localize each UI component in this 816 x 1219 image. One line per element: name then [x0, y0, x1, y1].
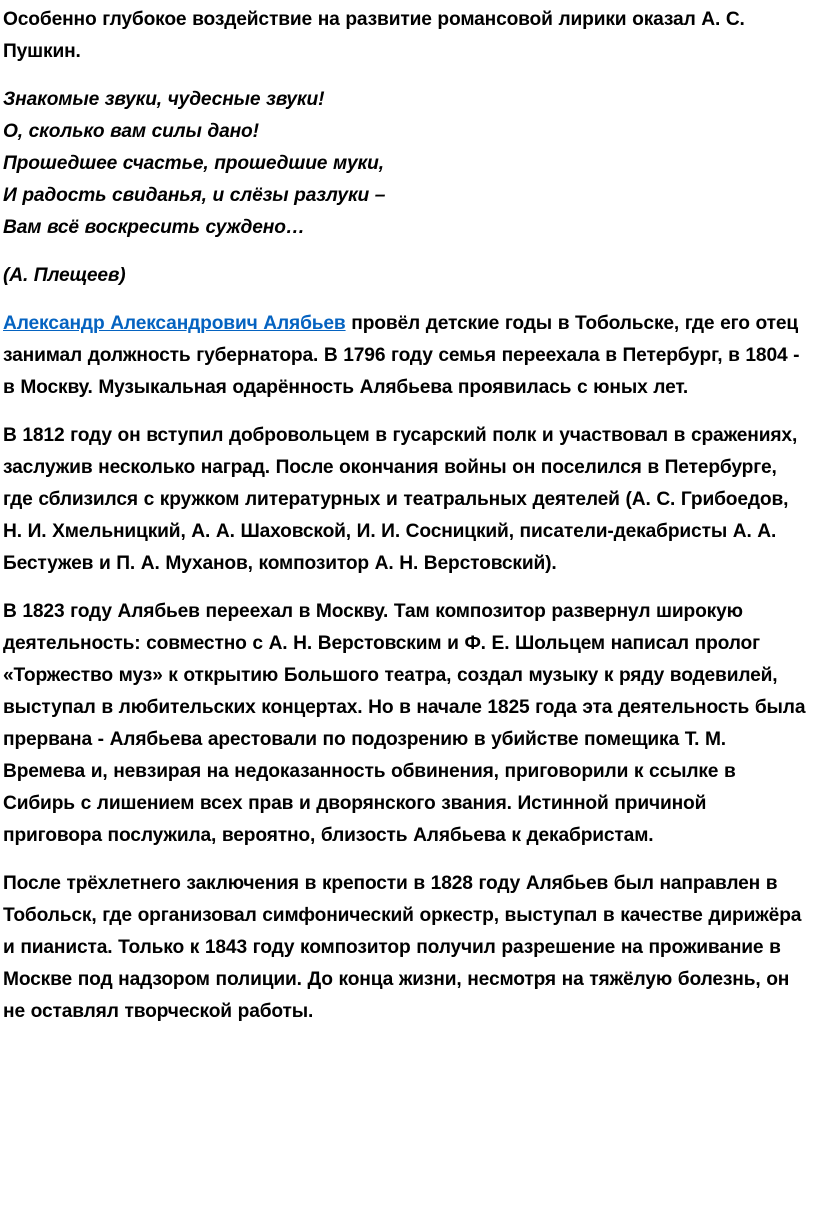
poem-line: Знакомые звуки, чудесные звуки! [3, 89, 325, 110]
biography-paragraph-4: После трёхлетнего заключения в крепости в 1828 году Алябьев был направлен в Тобольск, где организовал симфонический оркестр, выступал в качестве дирижёра и пианиста. Только к 1843 году композитор получил разрешение на проживание в Москве под надзором полиции. До конца жизни, несмотря на тяжёлую болезнь, он не оставлял творческой работы. [3, 873, 802, 1022]
biography-paragraph-2: В 1812 году он вступил добровольцем в гусарский полк и участвовал в сражениях, заслужив несколько наград. После окончания войны он поселился в Петербурге, где сблизился с кружком литературных и театральных деятелей (А. С. Грибоедов, Н. И. Хмельницкий, А. А. Шаховской, И. И. Сосницкий, писатели-декабристы А. А. Бестужев и П. А. Муханов, композитор А. Н. Верстовский). [3, 425, 798, 574]
poem-line: И радость свиданья, и слёзы разлуки – [3, 185, 386, 206]
poem-line: Прошедшее счастье, прошедшие муки, [3, 153, 384, 174]
poem-line: О, сколько вам силы дано! [3, 121, 259, 142]
poem-line: Вам всё воскресить суждено… [3, 217, 305, 238]
poem-block [3, 84, 810, 244]
biography-paragraph-3: В 1823 году Алябьев переехал в Москву. Там композитор развернул широкую деятельность: совместно с А. Н. Верстовским и Ф. Е. Шольцем написал пролог «Торжество муз» к открытию Большого театра, создал музыку к ряду водевилей, выступал в любительских концертах. Но в начале 1825 года эта деятельность была прервана - Алябьева арестовали по подозрению в убийстве помещика Т. М. Времева и, невзирая на недоказанность обвинения, приговорили к ссылке в Сибирь с лишением всех прав и дворянского звания. Истинной причиной приговора послужила, вероятно, близость Алябьева к декабристам. [3, 601, 806, 846]
biography-paragraph-1 [3, 308, 810, 404]
alyabyev-link[interactable]: Александр Александрович Алябьев [3, 313, 346, 334]
intro-paragraph: Особенно глубокое воздействие на развитие романсовой лирики оказал А. С. Пушкин. [3, 9, 745, 62]
biography-paragraph-1-text: провёл детские годы в Тобольске, где его отец занимал должность губернатора. В 1796 году семья переехала в Петербург, в 1804 - в Москву. Музыкальная одарённость Алябьева проявилась с юных лет. [3, 313, 800, 398]
poem-author: (А. Плещеев) [3, 265, 126, 286]
